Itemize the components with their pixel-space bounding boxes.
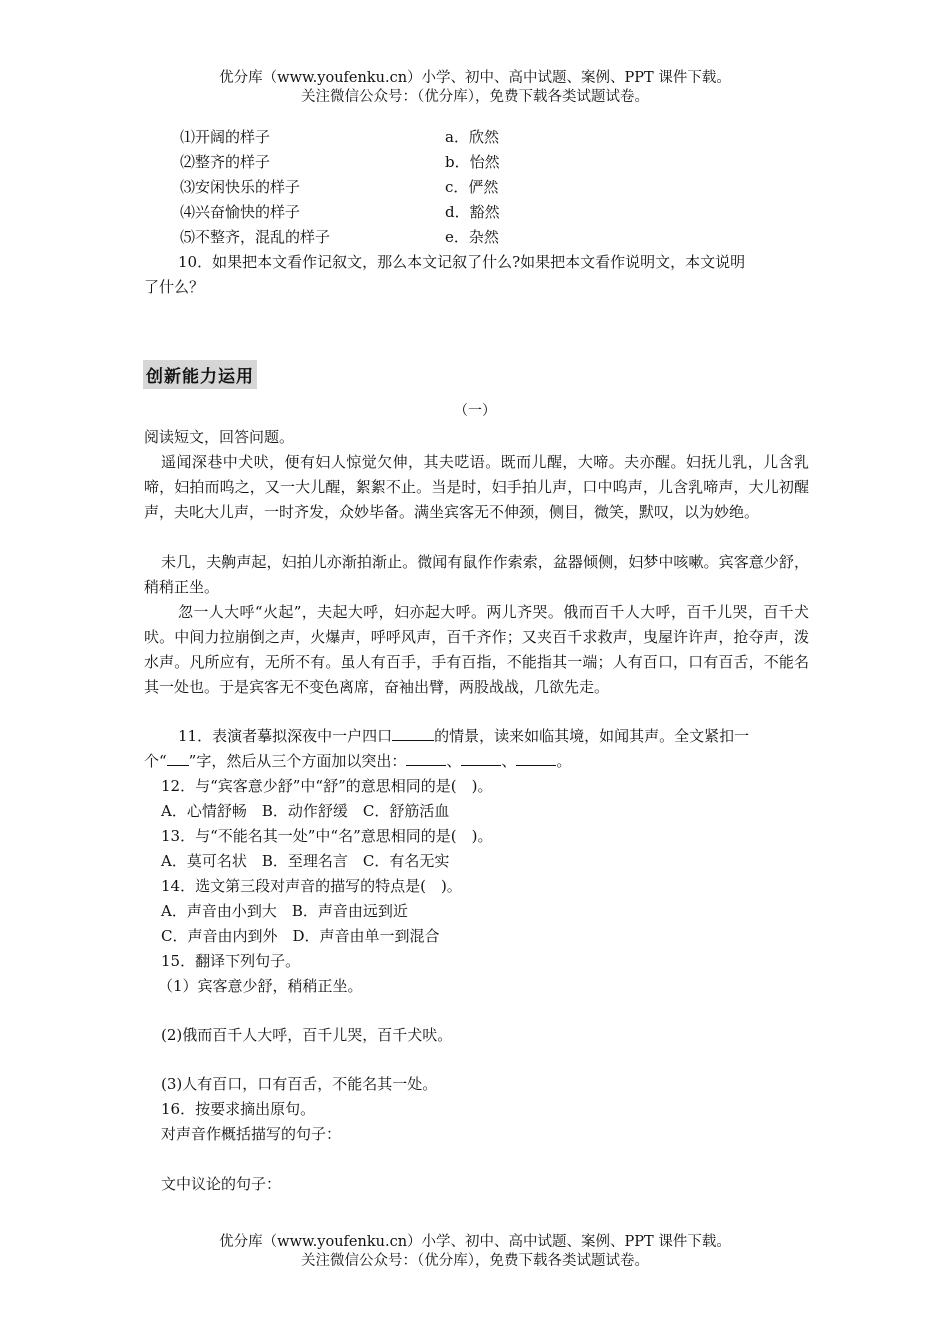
matching-left-item: ⑵整齐的样子 (180, 153, 271, 171)
question-14-options: C．声音由内到外 D．声音由单一到混合 (161, 927, 440, 945)
question-11-text: 个“ (144, 752, 167, 770)
header-line-1: 优分库（www.youfenku.cn）小学、初中、高中试题、案例、PPT 课件下载。 (219, 70, 731, 86)
matching-right-item: b．怡然 (445, 153, 500, 171)
header-line-2: 关注微信公众号：（优分库），免费下载各类试题试卷。 (301, 89, 649, 105)
matching-left-item: ⑴开阔的样子 (180, 128, 271, 146)
question-12-options: A．心情舒畅 B．动作舒缓 C．舒筋活血 (161, 802, 450, 820)
question-12-stem: 12．与“宾客意少舒”中“舒”的意思相同的是( )。 (161, 777, 493, 795)
period: 。 (556, 752, 572, 770)
matching-left-item: ⑷兴奋愉快的样子 (180, 203, 301, 221)
question-13-options: A．莫可名状 B．至理名言 C．有名无实 (161, 852, 450, 870)
passage-paragraph-3: 忽一人大呼“火起”，夫起大呼，妇亦起大呼。两儿齐哭。俄而百千人大呼，百千儿哭，百千犬吠。中间力拉崩倒之声，火爆声，呼呼风声，百千齐作；又夹百千求救声，曳屋许许声，抢夺声，泼水声。凡所应有，无所不有。虽人有百手，手有百指，不能指其一端；人有百口，口有百舌，不能名其一处也。于是宾客无不变色离席，奋袖出臂，两股战战，几欲先走。 (144, 603, 809, 696)
question-11-text: 的情景，读来如临其境，如闻其声。全文紧扣一 (434, 727, 750, 745)
question-15-sentence-3: (3)人有百口，口有百舌，不能名其一处。 (161, 1075, 438, 1093)
answer-blank[interactable] (406, 751, 446, 766)
matching-right-item: a．欣然 (445, 128, 499, 146)
answer-blank[interactable] (167, 751, 189, 766)
question-11-line-1 (178, 725, 749, 746)
section-subtitle: （一） (454, 403, 496, 419)
passage-paragraph-2: 未几，夫齁声起，妇拍儿亦渐拍渐止。微闻有鼠作作索索，盆器倾侧，妇梦中咳嗽。宾客意少舒，稍稍正坐。 (144, 553, 809, 596)
question-15-sentence-1: （1）宾客意少舒，稍稍正坐。 (158, 977, 363, 995)
question-16-part-a: 对声音作概括描写的句子： (161, 1125, 342, 1143)
question-10-line-1: 10．如果把本文看作记叙文，那么本文记叙了什么?如果把本文看作说明文，本文说明 (178, 253, 746, 271)
question-15-sentence-2: (2)俄而百千人大呼，百千儿哭，百千犬吠。 (161, 1026, 453, 1044)
separator: 、 (501, 752, 517, 770)
passage-paragraph-1: 遥闻深巷中犬吠，便有妇人惊觉欠伸，其夫呓语。既而儿醒，大啼。夫亦醒。妇抚儿乳，儿含乳啼，妇拍而呜之，又一大儿醒，絮絮不止。当是时，妇手拍儿声，口中呜声，儿含乳啼声，大儿初醒声，夫叱大儿声，一时齐发，众妙毕备。满坐宾客无不伸颈，侧目，微笑，默叹，以为妙绝。 (144, 453, 809, 521)
question-11-line-2 (144, 750, 571, 771)
question-14-stem: 14．选文第三段对声音的描写的特点是( )。 (161, 877, 462, 895)
matching-right-item: c．俨然 (445, 178, 499, 196)
question-13-stem: 13．与“不能名其一处”中“名”意思相同的是( )。 (161, 827, 493, 845)
answer-blank[interactable] (516, 751, 556, 766)
question-10-line-2: 了什么？ (144, 278, 205, 296)
answer-blank[interactable] (392, 726, 434, 741)
separator: 、 (446, 752, 462, 770)
question-11-text: ”字，然后从三个方面加以突出： (188, 752, 407, 770)
footer-line-2: 关注微信公众号：（优分库），免费下载各类试题试卷。 (301, 1253, 649, 1269)
question-16-part-b: 文中议论的句子： (161, 1175, 282, 1193)
question-11-text: 11．表演者摹拟深夜中一户四口 (178, 727, 393, 745)
matching-left-item: ⑶安闲快乐的样子 (180, 178, 301, 196)
reading-instruction: 阅读短文，回答问题。 (144, 428, 295, 446)
matching-right-item: d．豁然 (445, 203, 500, 221)
footer-line-1: 优分库（www.youfenku.cn）小学、初中、高中试题、案例、PPT 课件下载。 (219, 1234, 731, 1250)
question-16-stem: 16．按要求摘出原句。 (161, 1100, 316, 1118)
question-15-stem: 15．翻译下列句子。 (161, 952, 301, 970)
matching-left-item: ⑸不整齐，混乱的样子 (180, 228, 331, 246)
matching-right-item: e．杂然 (445, 228, 499, 246)
question-14-options: A．声音由小到大 B．声音由远到近 (161, 902, 408, 920)
section-title: 创新能力运用 (143, 360, 257, 389)
answer-blank[interactable] (461, 751, 501, 766)
